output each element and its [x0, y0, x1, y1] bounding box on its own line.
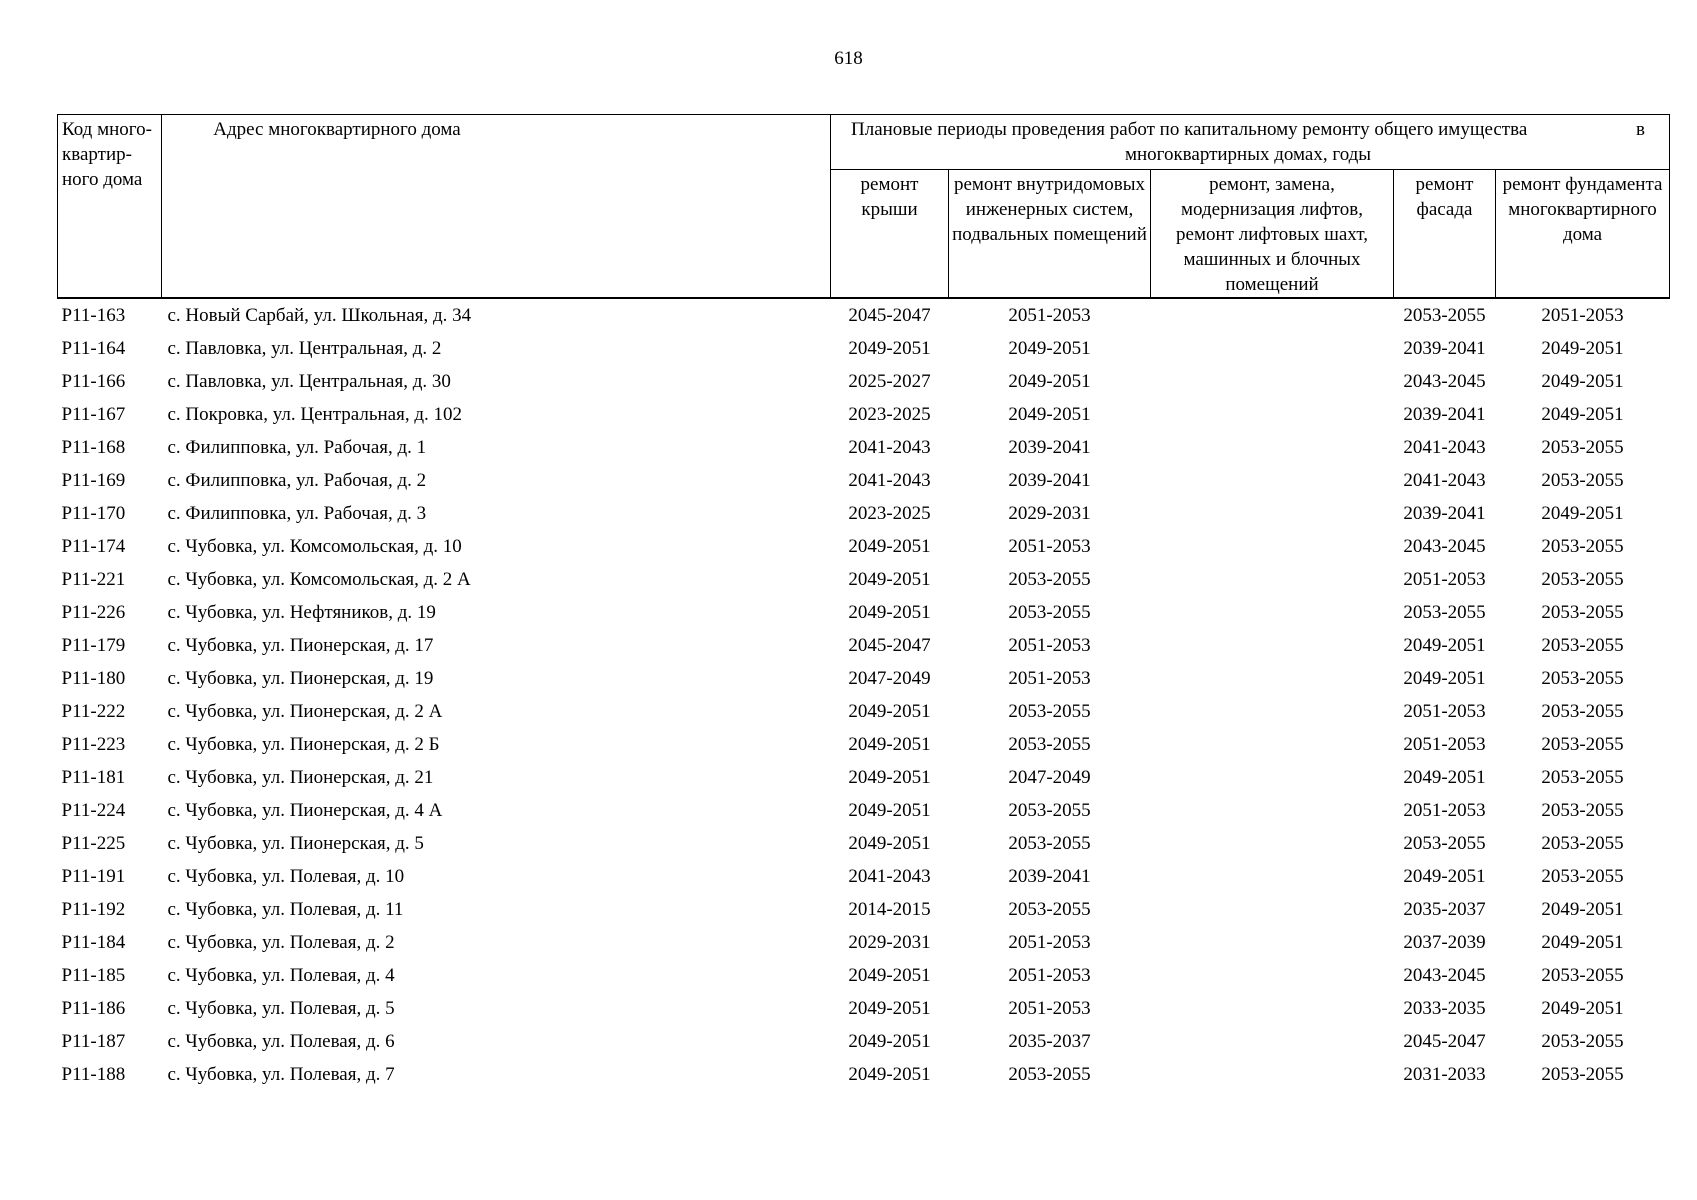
cell-lift [1151, 464, 1394, 497]
cell-address: с. Чубовка, ул. Пионерская, д. 2 Б [167, 733, 440, 755]
cell-foundation: 2049-2051 [1541, 898, 1624, 920]
cell-facade: 2053-2055 [1403, 601, 1486, 623]
cell-facade: 2039-2041 [1403, 502, 1486, 524]
cell-engineering: 2049-2051 [1008, 370, 1091, 392]
cell-address: с. Чубовка, ул. Нефтяников, д. 19 [167, 601, 436, 623]
cell-code: Р11-166 [61, 370, 126, 392]
cell-lift [1151, 695, 1394, 728]
cell-lift [1151, 761, 1394, 794]
header-address: Адрес многоквартирного дома [162, 115, 831, 299]
cell-lift [1151, 497, 1394, 530]
cell-facade: 2053-2055 [1403, 832, 1486, 854]
cell-roof: 2041-2043 [848, 436, 931, 458]
table-row [58, 761, 1670, 794]
cell-address: с. Филипповка, ул. Рабочая, д. 2 [167, 469, 427, 491]
cell-address: с. Чубовка, ул. Полевая, д. 5 [167, 997, 395, 1019]
cell-address: с. Чубовка, ул. Пионерская, д. 5 [167, 832, 424, 854]
cell-code: Р11-163 [61, 304, 126, 326]
table-row [58, 695, 1670, 728]
cell-roof: 2025-2027 [848, 370, 931, 392]
cell-lift [1151, 860, 1394, 893]
cell-facade: 2049-2051 [1403, 865, 1486, 887]
cell-code: Р11-174 [61, 535, 126, 557]
cell-roof: 2023-2025 [848, 502, 931, 524]
cell-facade: 2051-2053 [1403, 568, 1486, 590]
cell-lift [1151, 365, 1394, 398]
cell-roof: 2023-2025 [848, 403, 931, 425]
cell-foundation: 2049-2051 [1541, 370, 1624, 392]
cell-lift [1151, 959, 1394, 992]
cell-facade: 2049-2051 [1403, 667, 1486, 689]
cell-engineering: 2053-2055 [1008, 898, 1091, 920]
cell-engineering: 2051-2053 [1008, 634, 1091, 656]
cell-foundation: 2049-2051 [1541, 931, 1624, 953]
cell-engineering: 2053-2055 [1008, 601, 1091, 623]
cell-address: с. Павловка, ул. Центральная, д. 2 [167, 337, 442, 359]
cell-engineering: 2049-2051 [1008, 337, 1091, 359]
table-row [58, 497, 1670, 530]
cell-code: Р11-222 [61, 700, 126, 722]
cell-facade: 2041-2043 [1403, 469, 1486, 491]
page-number: 618 [834, 48, 863, 69]
cell-code: Р11-179 [61, 634, 126, 656]
cell-code: Р11-192 [61, 898, 126, 920]
cell-roof: 2049-2051 [848, 1063, 931, 1085]
header-planned-periods-lead-end: в [1636, 119, 1646, 140]
cell-code: Р11-169 [61, 469, 126, 491]
cell-code: Р11-188 [61, 1063, 126, 1085]
cell-facade: 2049-2051 [1403, 634, 1486, 656]
cell-facade: 2043-2045 [1403, 535, 1486, 557]
cell-foundation: 2051-2053 [1541, 304, 1624, 326]
cell-lift [1151, 298, 1394, 332]
cell-code: Р11-180 [61, 667, 126, 689]
table-row [58, 464, 1670, 497]
cell-roof: 2049-2051 [848, 733, 931, 755]
cell-facade: 2043-2045 [1403, 370, 1486, 392]
cell-facade: 2037-2039 [1403, 931, 1486, 953]
cell-address: с. Филипповка, ул. Рабочая, д. 3 [167, 502, 427, 524]
cell-lift [1151, 893, 1394, 926]
cell-roof: 2045-2047 [848, 634, 931, 656]
table-row [58, 959, 1670, 992]
cell-address: с. Чубовка, ул. Полевая, д. 7 [167, 1063, 395, 1085]
table-row [58, 860, 1670, 893]
cell-address: с. Чубовка, ул. Полевая, д. 11 [167, 898, 404, 920]
header-planned-periods-lead: Плановые периоды проведения работ по капитальному ремонту общего имущества [851, 119, 1528, 140]
cell-roof: 2041-2043 [848, 865, 931, 887]
cell-roof: 2029-2031 [848, 931, 931, 953]
table-row [58, 530, 1670, 563]
cell-foundation: 2053-2055 [1541, 1063, 1624, 1085]
table-row [58, 563, 1670, 596]
table-row [58, 398, 1670, 431]
cell-address: с. Филипповка, ул. Рабочая, д. 1 [167, 436, 427, 458]
cell-address: с. Новый Сарбай, ул. Школьная, д. 34 [167, 304, 472, 326]
cell-facade: 2039-2041 [1403, 337, 1486, 359]
table-row [58, 298, 1670, 332]
repair-schedule-table [57, 114, 1670, 1091]
cell-code: Р11-221 [61, 568, 126, 590]
cell-lift [1151, 794, 1394, 827]
cell-foundation: 2053-2055 [1541, 568, 1624, 590]
cell-lift [1151, 398, 1394, 431]
cell-facade: 2053-2055 [1403, 304, 1486, 326]
cell-lift [1151, 728, 1394, 761]
cell-lift [1151, 827, 1394, 860]
cell-address: с. Чубовка, ул. Пионерская, д. 2 А [167, 700, 443, 722]
table-row [58, 431, 1670, 464]
cell-engineering: 2049-2051 [1008, 403, 1091, 425]
cell-lift [1151, 431, 1394, 464]
cell-foundation: 2053-2055 [1541, 634, 1624, 656]
header-planned-periods [831, 115, 1670, 170]
cell-facade: 2051-2053 [1403, 733, 1486, 755]
cell-foundation: 2053-2055 [1541, 733, 1624, 755]
cell-lift [1151, 563, 1394, 596]
cell-lift [1151, 992, 1394, 1025]
cell-foundation: 2053-2055 [1541, 535, 1624, 557]
header-engineering: ремонт внутридомовых инженерных систем, подвальных помещений [949, 170, 1151, 299]
cell-foundation: 2053-2055 [1541, 964, 1624, 986]
cell-lift [1151, 629, 1394, 662]
cell-roof: 2049-2051 [848, 766, 931, 788]
cell-roof: 2049-2051 [848, 1030, 931, 1052]
table-row [58, 1058, 1670, 1091]
cell-foundation: 2053-2055 [1541, 766, 1624, 788]
cell-engineering: 2053-2055 [1008, 568, 1091, 590]
header-lift: ремонт, замена, модернизация лифтов, ремонт лифтовых шахт, машинных и блочных помещений [1151, 170, 1394, 299]
cell-foundation: 2053-2055 [1541, 832, 1624, 854]
cell-engineering: 2053-2055 [1008, 832, 1091, 854]
header-code: Код много-квартир-ного дома [58, 115, 162, 299]
cell-roof: 2014-2015 [848, 898, 931, 920]
cell-roof: 2049-2051 [848, 601, 931, 623]
cell-foundation: 2049-2051 [1541, 403, 1624, 425]
table-header [58, 115, 1670, 299]
cell-facade: 2049-2051 [1403, 766, 1486, 788]
cell-foundation: 2053-2055 [1541, 469, 1624, 491]
table-row [58, 992, 1670, 1025]
cell-foundation: 2053-2055 [1541, 667, 1624, 689]
cell-engineering: 2029-2031 [1008, 502, 1091, 524]
cell-engineering: 2053-2055 [1008, 733, 1091, 755]
cell-code: Р11-164 [61, 337, 126, 359]
cell-roof: 2049-2051 [848, 700, 931, 722]
cell-code: Р11-226 [61, 601, 126, 623]
table-row [58, 893, 1670, 926]
cell-code: Р11-184 [61, 931, 126, 953]
table-row [58, 629, 1670, 662]
cell-facade: 2035-2037 [1403, 898, 1486, 920]
cell-address: с. Чубовка, ул. Пионерская, д. 4 А [167, 799, 443, 821]
cell-engineering: 2051-2053 [1008, 667, 1091, 689]
cell-engineering: 2051-2053 [1008, 304, 1091, 326]
cell-engineering: 2053-2055 [1008, 1063, 1091, 1085]
cell-facade: 2043-2045 [1403, 964, 1486, 986]
cell-engineering: 2047-2049 [1008, 766, 1091, 788]
header-foundation: ремонт фундамента многоквартирного дома [1496, 170, 1670, 299]
cell-engineering: 2039-2041 [1008, 436, 1091, 458]
cell-code: Р11-170 [61, 502, 126, 524]
cell-foundation: 2053-2055 [1541, 601, 1624, 623]
cell-foundation: 2049-2051 [1541, 337, 1624, 359]
cell-engineering: 2039-2041 [1008, 865, 1091, 887]
cell-facade: 2051-2053 [1403, 799, 1486, 821]
cell-address: с. Чубовка, ул. Полевая, д. 2 [167, 931, 395, 953]
cell-engineering: 2053-2055 [1008, 700, 1091, 722]
header-planned-periods-tail: многоквартирных домах, годы [1124, 144, 1372, 165]
cell-facade: 2041-2043 [1403, 436, 1486, 458]
cell-address: с. Чубовка, ул. Полевая, д. 10 [167, 865, 405, 887]
cell-address: с. Чубовка, ул. Комсомольская, д. 2 А [167, 568, 471, 590]
cell-code: Р11-168 [61, 436, 126, 458]
table-row [58, 332, 1670, 365]
cell-foundation: 2053-2055 [1541, 1030, 1624, 1052]
cell-roof: 2049-2051 [848, 337, 931, 359]
cell-address: с. Чубовка, ул. Пионерская, д. 17 [167, 634, 434, 656]
cell-engineering: 2051-2053 [1008, 535, 1091, 557]
cell-engineering: 2051-2053 [1008, 931, 1091, 953]
table-row [58, 926, 1670, 959]
cell-address: с. Павловка, ул. Центральная, д. 30 [167, 370, 451, 392]
table-row [58, 794, 1670, 827]
cell-address: с. Покровка, ул. Центральная, д. 102 [167, 403, 462, 425]
cell-roof: 2049-2051 [848, 568, 931, 590]
cell-lift [1151, 530, 1394, 563]
cell-roof: 2045-2047 [848, 304, 931, 326]
cell-code: Р11-181 [61, 766, 126, 788]
table-row [58, 728, 1670, 761]
table-body [58, 298, 1670, 1091]
cell-roof: 2041-2043 [848, 469, 931, 491]
cell-address: с. Чубовка, ул. Комсомольская, д. 10 [167, 535, 462, 557]
cell-foundation: 2053-2055 [1541, 436, 1624, 458]
cell-lift [1151, 926, 1394, 959]
cell-code: Р11-225 [61, 832, 126, 854]
cell-foundation: 2049-2051 [1541, 997, 1624, 1019]
cell-engineering: 2053-2055 [1008, 799, 1091, 821]
cell-code: Р11-186 [61, 997, 126, 1019]
cell-lift [1151, 332, 1394, 365]
header-roof: ремонт крыши [831, 170, 949, 299]
cell-engineering: 2035-2037 [1008, 1030, 1091, 1052]
cell-code: Р11-224 [61, 799, 126, 821]
cell-address: с. Чубовка, ул. Пионерская, д. 19 [167, 667, 434, 689]
cell-facade: 2045-2047 [1403, 1030, 1486, 1052]
cell-roof: 2049-2051 [848, 535, 931, 557]
cell-engineering: 2039-2041 [1008, 469, 1091, 491]
table-row [58, 365, 1670, 398]
cell-address: с. Чубовка, ул. Пионерская, д. 21 [167, 766, 434, 788]
cell-roof: 2049-2051 [848, 832, 931, 854]
cell-code: Р11-187 [61, 1030, 126, 1052]
cell-engineering: 2051-2053 [1008, 997, 1091, 1019]
cell-foundation: 2049-2051 [1541, 502, 1624, 524]
cell-roof: 2049-2051 [848, 997, 931, 1019]
cell-code: Р11-167 [61, 403, 126, 425]
cell-facade: 2033-2035 [1403, 997, 1486, 1019]
cell-roof: 2047-2049 [848, 667, 931, 689]
cell-roof: 2049-2051 [848, 964, 931, 986]
cell-foundation: 2053-2055 [1541, 799, 1624, 821]
cell-lift [1151, 1058, 1394, 1091]
header-facade: ремонт фасада [1394, 170, 1496, 299]
cell-code: Р11-191 [61, 865, 126, 887]
cell-code: Р11-185 [61, 964, 126, 986]
cell-foundation: 2053-2055 [1541, 865, 1624, 887]
cell-lift [1151, 596, 1394, 629]
cell-address: с. Чубовка, ул. Полевая, д. 6 [167, 1030, 395, 1052]
table-row [58, 662, 1670, 695]
cell-lift [1151, 662, 1394, 695]
table-row [58, 596, 1670, 629]
table-row [58, 827, 1670, 860]
table-row [58, 1025, 1670, 1058]
cell-lift [1151, 1025, 1394, 1058]
cell-facade: 2039-2041 [1403, 403, 1486, 425]
cell-facade: 2031-2033 [1403, 1063, 1486, 1085]
cell-foundation: 2053-2055 [1541, 700, 1624, 722]
cell-roof: 2049-2051 [848, 799, 931, 821]
cell-address: с. Чубовка, ул. Полевая, д. 4 [167, 964, 395, 986]
cell-engineering: 2051-2053 [1008, 964, 1091, 986]
cell-code: Р11-223 [61, 733, 126, 755]
cell-facade: 2051-2053 [1403, 700, 1486, 722]
